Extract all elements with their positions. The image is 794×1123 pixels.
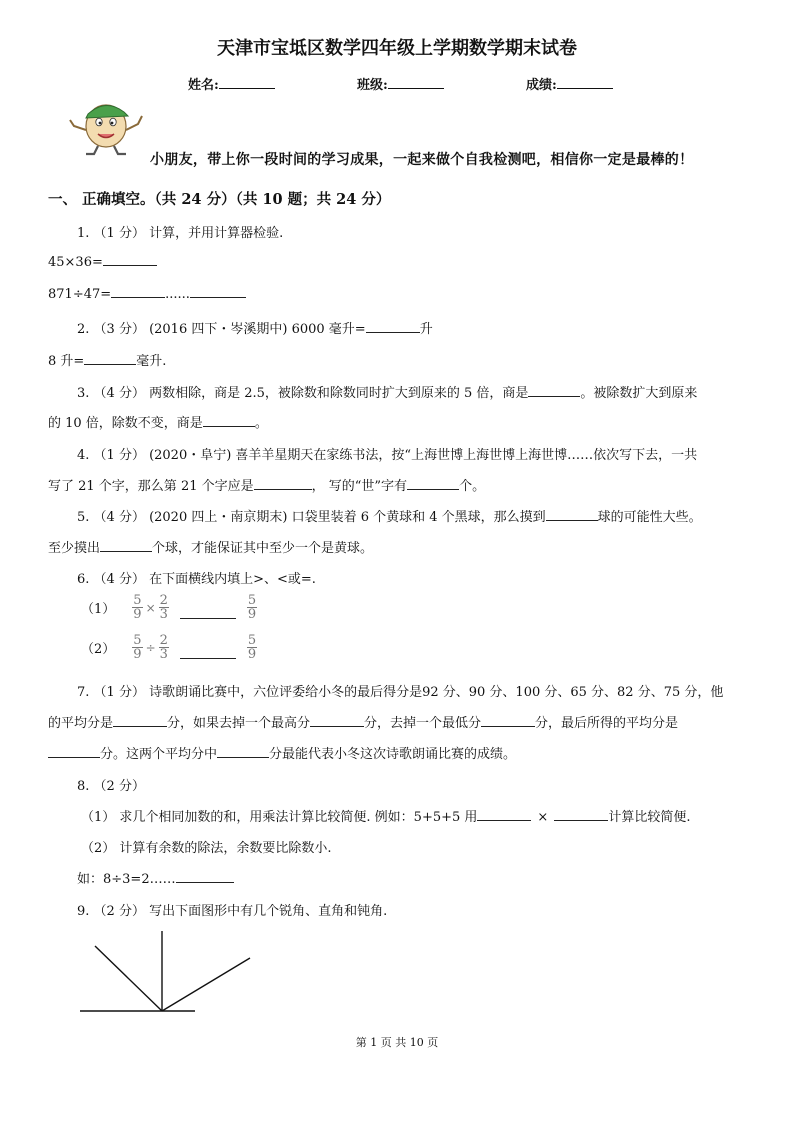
q2-text: 2. （3 分） (2016 四下・岑溪期中) 6000 毫升= [77,322,366,337]
numerator: 5 [133,633,142,648]
multiply-operator: × [145,600,156,615]
answer-blank[interactable] [180,607,236,619]
q5-text-b: 球的可能性大些。 [597,510,702,525]
q7-text-c: 分，如果去掉一个最高分 [167,716,311,731]
question-7-line-1: 7. （1 分） 诗歌朗诵比赛中，六位评委给小冬的最后得分是92 分、90 分、100 分、65 分、82 分、75 分，他 [77,685,724,700]
q7-text-d: 分，去掉一个最低分 [364,716,482,731]
question-1-header: 1. （1 分） 计算，并用计算器检验. [77,226,284,241]
question-7-line-2 [48,712,678,731]
question-6-row-2 [81,634,258,661]
q6-row-1-label: （1） [81,602,116,617]
answer-blank[interactable] [528,385,580,397]
question-1-line-1 [48,254,157,270]
q3-text-a: 3. （4 分） 两数相除，商是 2.5，被除数和除数同时扩大到原来的 5 倍，商是 [77,386,529,401]
q5-text-d: 个球，才能保证其中至少一个是黄球。 [152,541,374,556]
q2-unit-1: 升 [419,322,433,337]
question-9-header: 9. （2 分） 写出下面图形中有几个锐角、直角和钝角. [77,904,388,919]
name-blank[interactable] [219,76,275,89]
answer-blank[interactable] [407,478,459,490]
right-ray [162,958,250,1011]
denominator: 3 [159,607,168,622]
section-heading: 一、 正确填空。（共 24 分）（共 10 题；共 24 分） [48,191,391,208]
q8-example-text: 如：8÷3=2…… [77,872,176,887]
page-footer: 第 1 页 共 10 页 [355,1036,439,1049]
left-ray [95,946,162,1011]
score-label: 成绩: [526,78,557,93]
answer-blank[interactable] [180,647,236,659]
question-8-sub-2: （2） 计算有余数的除法，余数要比除数小. [81,841,332,856]
answer-blank[interactable] [203,415,255,427]
fraction [132,594,142,621]
question-5-line-1 [77,506,702,525]
question-1-line-2 [48,286,246,302]
question-2-header [77,318,433,337]
fraction [159,634,169,661]
numerator: 2 [159,593,168,608]
question-8-example [77,868,234,887]
numerator: 2 [159,633,168,648]
times-symbol: × [537,810,549,825]
answer-blank[interactable] [481,715,535,727]
denominator: 3 [159,647,168,662]
question-8-header: 8. （2 分） [77,779,145,794]
denominator: 9 [133,607,142,622]
score-field [526,74,613,93]
mascot-image [66,96,146,158]
q7-text-b: 的平均分是 [48,716,114,731]
question-2-line-2 [48,350,166,369]
name-field [188,74,275,93]
q4-text-d: 个。 [459,479,486,494]
answer-blank[interactable] [190,286,246,298]
denominator: 9 [247,647,257,662]
question-8-sub-1 [81,806,690,825]
class-field [357,74,444,93]
answer-blank[interactable] [477,809,531,821]
answer-blank[interactable] [554,809,608,821]
score-blank[interactable] [557,76,613,89]
answer-blank[interactable] [100,540,152,552]
q5-text-a: 5. （4 分） (2020 四上・南京期末) 口袋里装着 6 个黄球和 4 个黑球，那么摸到 [77,510,546,525]
answer-blank[interactable] [84,353,136,365]
q2-expression-2: 8 升= [48,354,85,369]
answer-blank[interactable] [366,321,420,333]
numerator: 5 [247,593,257,608]
motto-text: 小朋友，带上你一段时间的学习成果，一起来做个自我检测吧，相信你一定是最棒的！ [150,152,694,168]
fraction [247,634,257,661]
answer-blank[interactable] [254,478,312,490]
q7-text-f: 分。这两个平均分中 [100,747,218,762]
angle-figure [75,926,260,1018]
answer-blank[interactable] [546,509,598,521]
fraction [159,594,169,621]
question-6-header: 6. （4 分） 在下面横线内填上>、<或=. [77,572,316,587]
q1-expression-1: 45×36= [48,255,103,270]
answer-blank[interactable] [111,286,165,298]
q3-text-c: 的 10 倍，除数不变，商是 [48,416,203,431]
class-label: 班级: [357,78,388,93]
q4-text-c: ， 写的“世”字有 [311,479,408,494]
q8-sub-1-tail: 计算比较简便. [608,810,691,825]
question-7-line-3 [48,743,516,762]
answer-blank[interactable] [217,746,269,758]
q3-text-b: 。被除数扩大到原来 [580,386,698,401]
q5-text-c: 至少摸出 [48,541,101,556]
name-label: 姓名: [188,78,219,93]
numerator: 5 [247,633,257,648]
answer-blank[interactable] [310,715,364,727]
q1-expression-2: 871÷47= [48,287,112,302]
question-4-line-2 [48,475,485,494]
divide-operator: ÷ [145,640,156,655]
denominator: 9 [133,647,142,662]
question-6-row-1 [81,594,258,621]
fraction [247,594,257,621]
answer-blank[interactable] [176,871,234,883]
answer-blank[interactable] [48,746,100,758]
q8-sub-1-text: （1） 求几个相同加数的和，用乘法计算比较简便. 例如：5+5+5 用 [81,810,478,825]
class-blank[interactable] [388,76,444,89]
question-3-line-1 [77,382,697,401]
denominator: 9 [247,607,257,622]
answer-blank[interactable] [113,715,167,727]
answer-blank[interactable] [103,254,157,266]
q6-row-2-label: （2） [81,642,116,657]
page-title: 天津市宝坻区数学四年级上学期数学期末试卷 [217,38,577,59]
fraction [132,634,142,661]
q1-remainder-dots: ...... [165,287,190,302]
question-4-line-1: 4. （1 分） (2020・阜宁) 喜羊羊星期天在家练书法，按“上海世博上海世博上海世博……依次写下去，一共 [77,448,698,463]
question-3-line-2 [48,412,268,431]
q4-text-b: 写了 21 个字，那么第 21 个字应是 [48,479,254,494]
question-5-line-2 [48,537,373,556]
numerator: 5 [133,593,142,608]
q3-text-d: 。 [254,416,268,431]
q7-text-e: 分，最后所得的平均分是 [535,716,679,731]
q7-text-g: 分最能代表小冬这次诗歌朗诵比赛的成绩。 [269,747,517,762]
q2-unit-2: 毫升. [136,354,167,369]
